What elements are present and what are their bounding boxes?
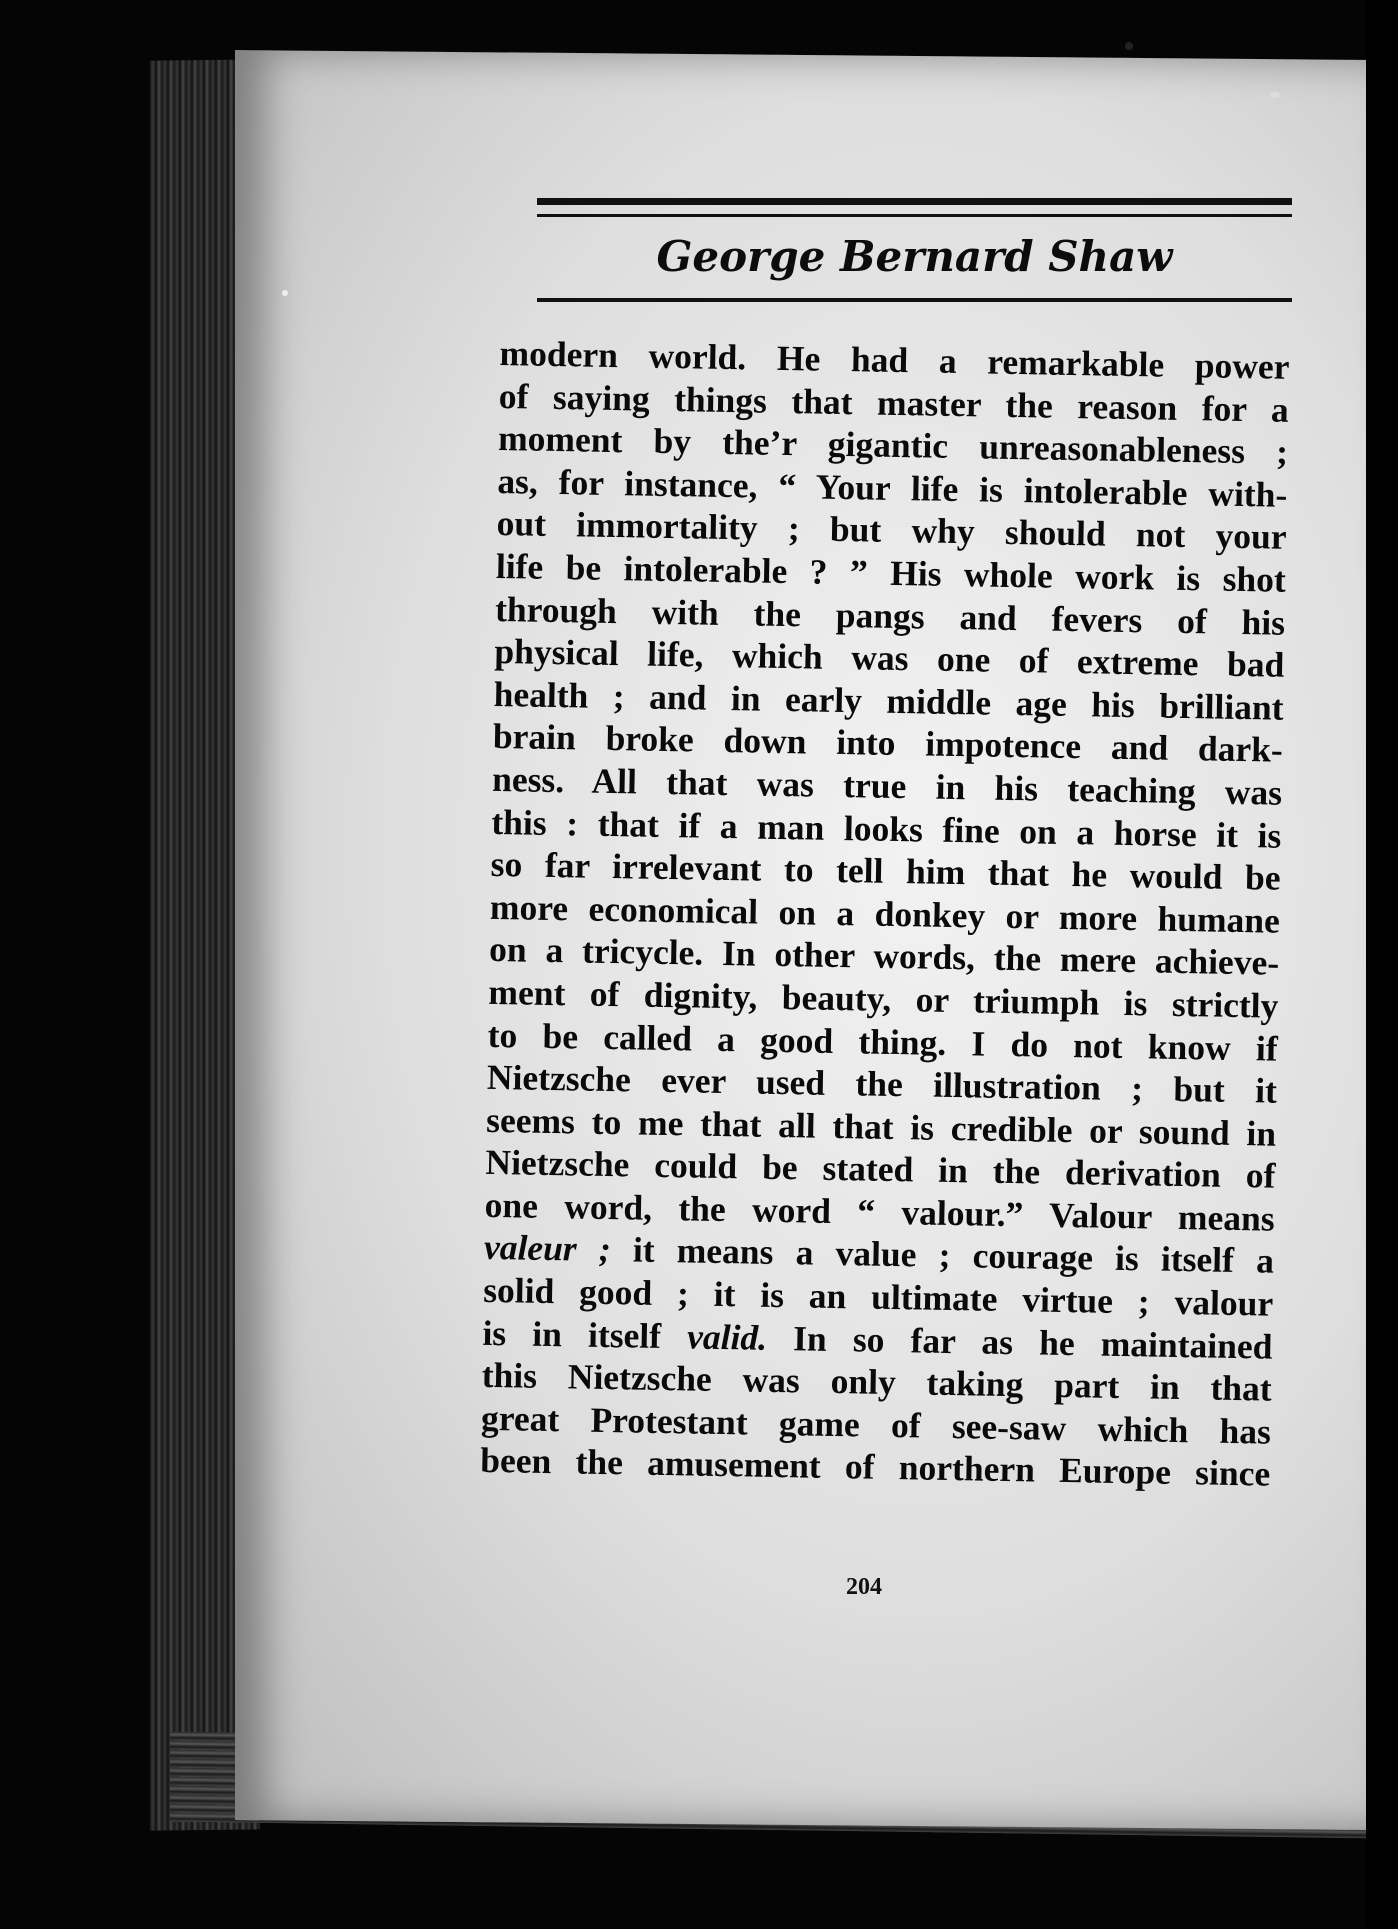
italic-word: valid.	[686, 1316, 768, 1358]
text-run: is in itself	[482, 1312, 688, 1357]
text-line: so far irrelevant to tell him that he would be	[490, 844, 1281, 898]
text-line: on a tricycle. In other words, the mere achieve-	[488, 929, 1280, 984]
text-line: modern world. He had a remarkable power	[499, 332, 1290, 387]
text-line: solid good ; it is an ultimate virtue ; valour	[482, 1269, 1274, 1324]
text-line: been the amusement of northern Europe since	[479, 1440, 1271, 1495]
text-line: ness. All that was true in his teaching was	[491, 758, 1283, 813]
italic-word: valeur ;	[483, 1227, 612, 1270]
text-line: great Protestant game of see-saw which has	[480, 1397, 1272, 1452]
dust-speck	[282, 290, 288, 296]
body-text	[480, 332, 1290, 1496]
text-line: Nietzsche ever used the illustration ; but it	[486, 1056, 1278, 1111]
text-line: to be called a good thing. I do not know if	[487, 1014, 1278, 1069]
header-rule-top-thin	[537, 214, 1292, 217]
page-number: 204	[846, 1574, 882, 1600]
text-line: physical life, which was one of extreme bad	[494, 631, 1285, 685]
text-line: out immortality ; but why should not your	[496, 503, 1287, 558]
text-line: as, for instance, “ Your life is intolerable with-	[497, 460, 1288, 515]
header-rule-top	[537, 198, 1292, 205]
header-rule-bottom	[537, 298, 1292, 302]
dust-speck	[1270, 92, 1280, 98]
text-line: life be intolerable ? ” His whole work is shot	[495, 545, 1287, 600]
text-line: brain broke down into impotence and dark-	[492, 716, 1284, 771]
text-line: seems to me that all that is credible or sound in	[485, 1099, 1277, 1154]
text-line: this Nietzsche was only taking part in that	[481, 1355, 1273, 1409]
dust-speck	[1125, 42, 1133, 50]
text-line: ment of dignity, beauty, or triumph is strictly	[488, 971, 1279, 1026]
text-run: it means a value ; courage is itself a	[610, 1229, 1275, 1282]
text-run: In so far as he maintained	[766, 1317, 1273, 1367]
text-line: one word, the word “ valour.” Valour means	[484, 1184, 1275, 1239]
text-line: Nietzsche could be stated in the derivation of	[485, 1142, 1276, 1196]
text-line: more economical on a donkey or more humane	[489, 886, 1281, 941]
text-line: this : that if a man looks fine on a horse it is	[491, 801, 1282, 856]
text-line: of saying things that master the reason for a	[498, 375, 1290, 430]
text-line: health ; and in early middle age his brilliant	[493, 673, 1284, 728]
right-margin-shadow	[1366, 0, 1398, 1929]
text-line: through with the pangs and fevers of his	[494, 588, 1286, 643]
text-line: moment by the’r gigantic unreasonableness ;	[497, 418, 1289, 472]
running-head: George Bernard Shaw	[656, 232, 1173, 281]
